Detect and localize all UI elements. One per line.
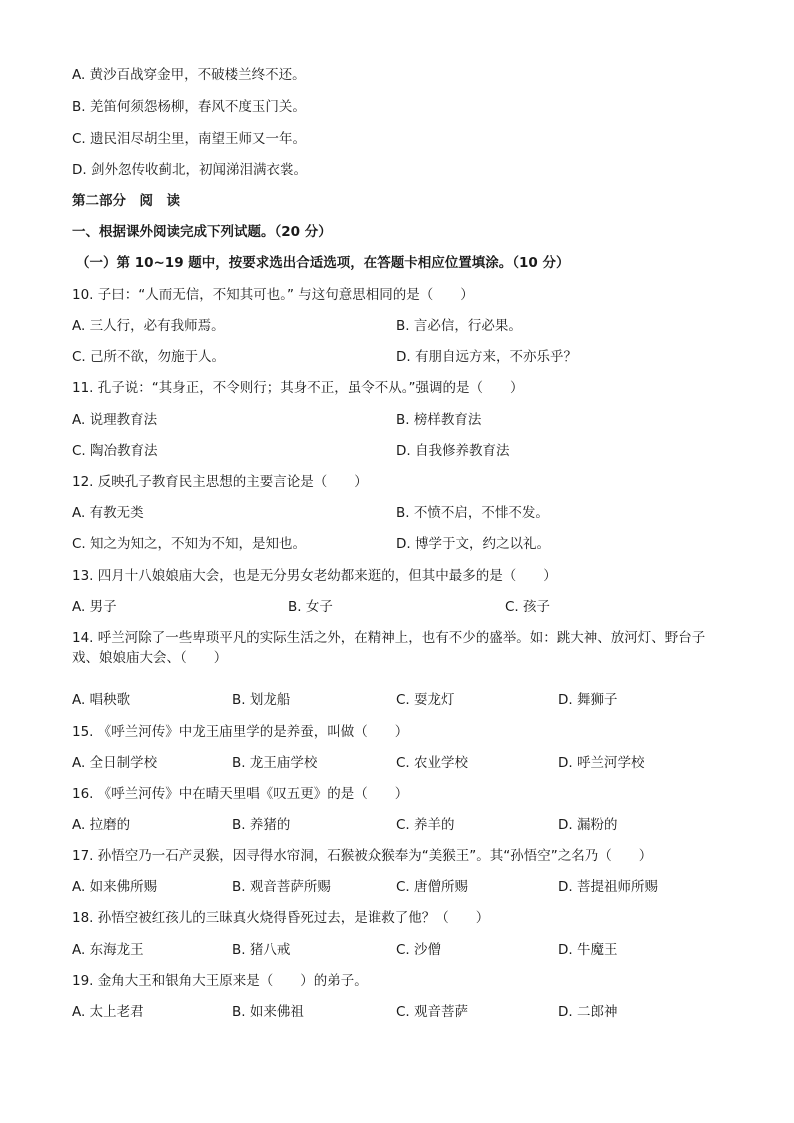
question-11-option-c: C. 陶冶教育法 (72, 443, 158, 459)
question-12-option-a: A. 有教无类 (72, 505, 144, 521)
question-19-option-a: A. 太上老君 (72, 1004, 144, 1020)
question-10-option-d: D. 有朋自远方来，不亦乐乎？ (396, 349, 577, 365)
prev-option-c: C. 遗民泪尽胡尘里，南望王师又一年。 (72, 131, 307, 147)
question-16-option-d: D. 漏粉的 (558, 817, 618, 833)
question-15-option-d: D. 呼兰河学校 (558, 755, 645, 771)
question-14-option-b: B. 划龙船 (232, 692, 291, 708)
question-16-stem: 16. 《呼兰河传》中在晴天里唱《叹五更》的是（ ） (72, 786, 409, 802)
question-13-stem: 13. 四月十八娘娘庙大会，也是无分男女老幼都来逛的，但其中最多的是（ ） (72, 568, 557, 584)
question-18-option-c: C. 沙僧 (396, 942, 442, 958)
question-15-option-c: C. 农业学校 (396, 755, 469, 771)
question-17-option-d: D. 菩提祖师所赐 (558, 879, 658, 895)
question-14-option-a: A. 唱秧歌 (72, 692, 131, 708)
question-15-option-b: B. 龙王庙学校 (232, 755, 318, 771)
section-heading: 一、根据课外阅读完成下列试题。（20 分） (72, 224, 332, 240)
question-14-option-d: D. 舞狮子 (558, 692, 618, 708)
question-17-option-c: C. 唐僧所赐 (396, 879, 469, 895)
question-13-option-c: C. 孩子 (505, 599, 551, 615)
question-10-option-a: A. 三人行，必有我师焉。 (72, 318, 225, 334)
question-17-option-a: A. 如来佛所赐 (72, 879, 158, 895)
question-12-option-b: B. 不愤不启，不悱不发。 (396, 505, 549, 521)
question-16-option-a: A. 拉磨的 (72, 817, 131, 833)
question-11-stem: 11. 孔子说：“其身正，不令则行；其身不正，虽令不从。”强调的是（ ） (72, 380, 524, 396)
question-17-stem: 17. 孙悟空乃一石产灵猴，因寻得水帘洞，石猴被众猴奉为“美猴王”。其“孙悟空”之名乃（ ） (72, 848, 653, 864)
part-heading: 第二部分 阅 读 (72, 193, 180, 209)
question-11-option-d: D. 自我修养教育法 (396, 443, 510, 459)
prev-option-d: D. 剑外忽传收蓟北，初闻涕泪满衣裳。 (72, 162, 307, 178)
question-13-option-a: A. 男子 (72, 599, 117, 615)
subsection-heading: （一）第 10~19 题中，按要求选出合适选项，在答题卡相应位置填涂。（10 分） (76, 255, 570, 271)
question-11-option-b: B. 榜样教育法 (396, 412, 482, 428)
question-12-option-d: D. 博学于文，约之以礼。 (396, 536, 550, 552)
question-16-option-c: C. 养羊的 (396, 817, 455, 833)
question-12-stem: 12. 反映孔子教育民主思想的主要言论是（ ） (72, 474, 368, 490)
question-11-option-a: A. 说理教育法 (72, 412, 158, 428)
question-19-stem: 19. 金角大王和银角大王原来是（ ）的弟子。 (72, 973, 368, 989)
question-15-stem: 15. 《呼兰河传》中龙王庙里学的是养蚕，叫做（ ） (72, 724, 409, 740)
prev-option-b: B. 羌笛何须怨杨柳，春风不度玉门关。 (72, 99, 306, 115)
question-12-option-c: C. 知之为知之，不知为不知，是知也。 (72, 536, 307, 552)
question-10-option-c: C. 己所不欲，勿施于人。 (72, 349, 226, 365)
question-19-option-c: C. 观音菩萨 (396, 1004, 469, 1020)
question-10-stem: 10. 子曰：“人而无信，不知其可也。” 与这句意思相同的是（ ） (72, 287, 474, 303)
question-15-option-a: A. 全日制学校 (72, 755, 158, 771)
question-14-stem: 14. 呼兰河除了一些卑琐平凡的实际生活之外，在精神上，也有不少的盛举。如：跳大神、放河灯、野台子戏、娘娘庙大会、（ ） (72, 630, 706, 666)
question-19-option-b: B. 如来佛祖 (232, 1004, 304, 1020)
question-18-stem: 18. 孙悟空被红孩儿的三昧真火烧得昏死过去，是谁救了他？（ ） (72, 910, 490, 926)
question-16-option-b: B. 养猪的 (232, 817, 291, 833)
prev-option-a: A. 黄沙百战穿金甲，不破楼兰终不还。 (72, 67, 306, 83)
question-17-option-b: B. 观音菩萨所赐 (232, 879, 331, 895)
question-18-option-a: A. 东海龙王 (72, 942, 144, 958)
question-13-option-b: B. 女子 (288, 599, 333, 615)
question-18-option-d: D. 牛魔王 (558, 942, 618, 958)
question-18-option-b: B. 猪八戒 (232, 942, 291, 958)
question-10-option-b: B. 言必信，行必果。 (396, 318, 522, 334)
question-19-option-d: D. 二郎神 (558, 1004, 618, 1020)
question-14-option-c: C. 耍龙灯 (396, 692, 455, 708)
